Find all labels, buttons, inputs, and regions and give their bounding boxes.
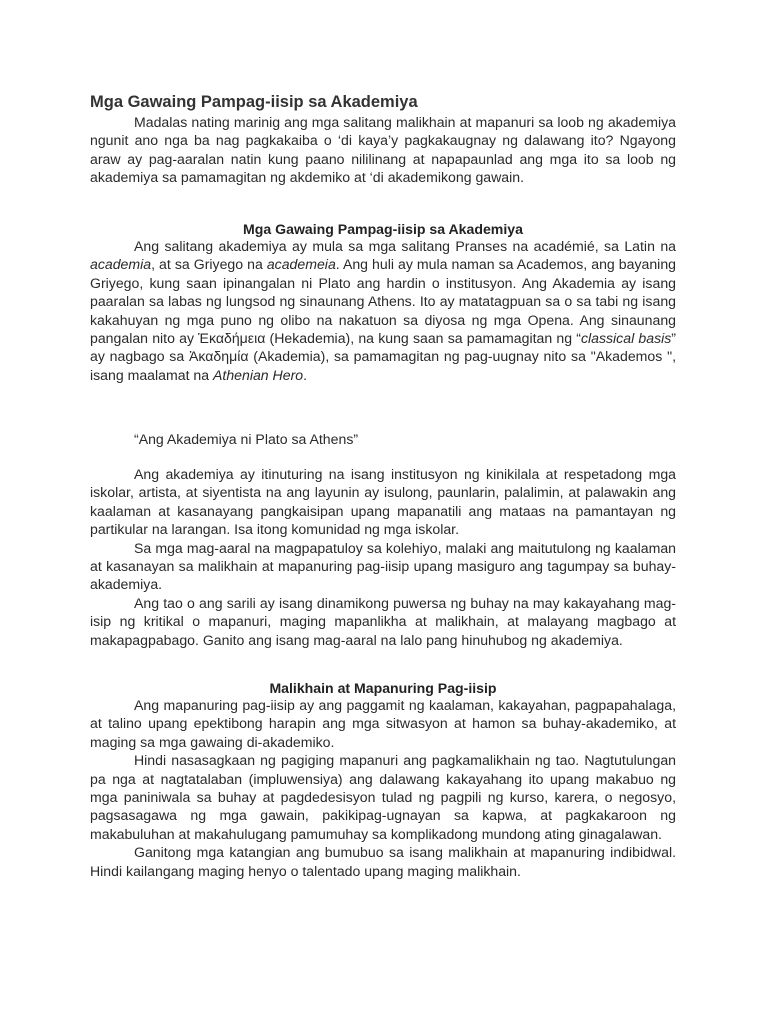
malikhain-block xyxy=(90,696,676,880)
etymology-term-classical-basis: classical basis xyxy=(580,330,672,347)
document-title: Mga Gawaing Pampag-iisip sa Akademiya xyxy=(90,93,418,111)
self-paragraph: Ang tao o ang sarili ay isang dinamikong puwersa ng buhay na may kakayahang mag-isip ng kritikal o mapanuri, maging mapanlikha at malikhain, at malayang magbago at makapagpabago. Ganito ang isang mag-aaral na lalo pang hinuhubog ng akademiya. xyxy=(90,594,676,648)
intro-paragraph: Madalas nating marinig ang mga salitang malikhain at mapanuri sa loob ng akademiya ngunit ano nga ba nag pagkakaiba o ‘di kaya’y pagkakaugnay ng dalawang ito? Ngayong araw ay pag-aaralan natin kung paano nililinang at napapaunlad ang mga ito sa loob ng akademiya sa pamamagitan ng akdemiko at ‘di akademikong gawain. xyxy=(90,114,676,186)
section-heading-malikhain: Malikhain at Mapanuring Pag-iisip xyxy=(269,680,497,696)
etymology-text-4: ” ay nagbago sa Ἀκαδημία (Akademia), sa pamamagitan ng pag-uugnay nito sa "Akademos ", isang maalamat na xyxy=(90,330,676,383)
institution-paragraph: Ang akademiya ay itinuturing na isang institusyon ng kinikilala at respetadong mga iskolar, artista, at siyentista na ang layunin ay isulong, paunlarin, palalimin, at palawakin ang kaalaman at kasanayang pangkaisipan upang mapanatili ang mataas na pamantayan ng partikular na larangan. Isa itong komunidad ng mga iskolar. xyxy=(90,466,676,538)
etymology-text-2: , at sa Griyego na xyxy=(151,256,267,273)
etymology-term-athenian-hero: Athenian Hero xyxy=(213,366,304,383)
etymology-term-academeia: academeia xyxy=(266,256,336,273)
akademiya-block xyxy=(90,237,676,384)
institution-block xyxy=(90,465,676,649)
etymology-term-academia: academia xyxy=(90,256,152,273)
individual-paragraph: Ganitong mga katangian ang bumubuo sa isang malikhain at mapanuring indibidwal. Hindi kailangang maging henyo o talentado upang maging malikhain. xyxy=(90,844,676,879)
creativity-paragraph: Hindi nasasagkaan ng pagiging mapanuri ang pagkamalikhain ng tao. Nagtutulungan pa nga at nagtatalaban (impluwensiya) ang dalawang kakayahang ito upang makabuo ng mga paniniwala sa buhay at pagdedesisyon tulad ng pagpili ng kurso, karera, o negosyo, pagsasagawa ng mga gawain, pakikipag-ugnayan sa kapwa, at pagkakaroon ng makabuluhan at makahulugang pamumuhay sa komplikadong mundong ating ginagalawan. xyxy=(90,752,676,842)
college-paragraph: Sa mga mag-aaral na magpapatuloy sa kolehiyo, malaki ang maitutulong ng kaalaman at kasanayan sa malikhain at mapanuring pag-iisip upang masiguro ang tagumpay sa buhay-akademiya. xyxy=(90,539,676,593)
etymology-text-5: . xyxy=(303,366,308,383)
etymology-text-3: . Ang huli ay mula naman sa Academos, ang bayaning Griyego, kung saan ipinangalan ni Plato ang hardin o institusyon. Ang Akademia ay isang paaralan sa labas ng lungsod ng sinaunang Athens. Ito ay matatagpuan sa o sa tabi ng isang kakahuyan ng mga puno ng olibo na nakatuon sa diyosa ng mga Opena. Ang sinaunang pangalan nito ay Ἑκαδήμεια (Hekademia), na kung saan sa pamamagitan ng “ xyxy=(90,256,676,347)
etymology-text-1: Ang salitang akademiya ay mula sa mga salitang Pranses na académié, sa Latin na xyxy=(134,238,676,254)
image-caption-quote: “Ang Akademiya ni Plato sa Athens” xyxy=(134,431,359,447)
intro-block xyxy=(90,113,676,187)
etymology-paragraph xyxy=(90,237,676,384)
critical-thinking-paragraph: Ang mapanuring pag-iisip ay ang paggamit ng kaalaman, kakayahan, pagpapahalaga, at talino upang epektibong harapin ang mga sitwasyon at hamon sa buhay-akademiko, at maging sa mga gawaing di-akademiko. xyxy=(90,697,676,750)
section-heading-akademiya: Mga Gawaing Pampag-iisip sa Akademiya xyxy=(243,221,523,237)
